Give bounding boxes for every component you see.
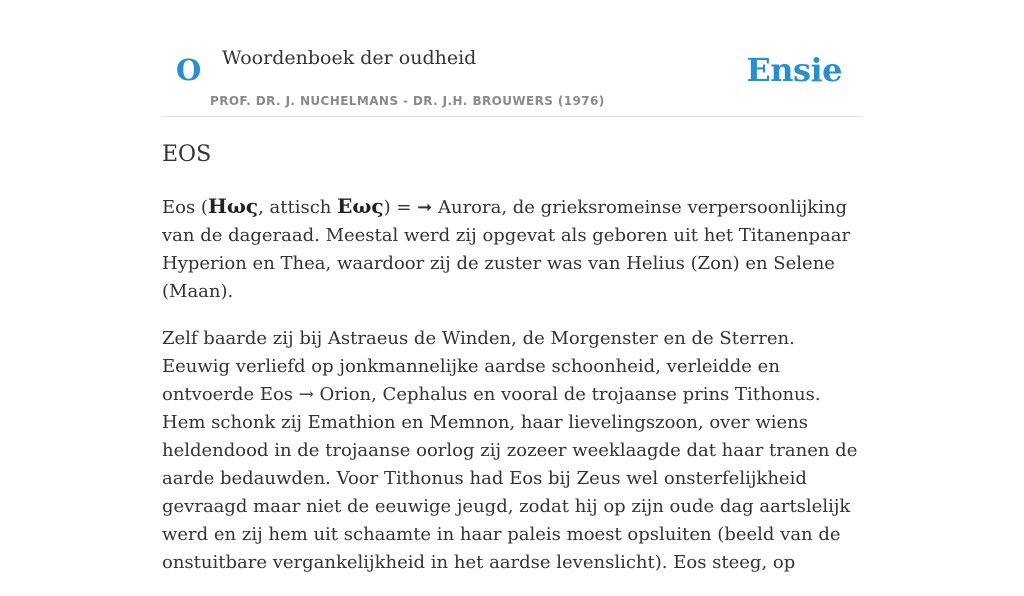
dictionary-header (162, 0, 862, 117)
dictionary-letter-link[interactable]: O (176, 53, 202, 87)
entry-title: EOS (162, 142, 212, 167)
greek-term-2: Εως (337, 194, 384, 218)
p1-text-4: Aurora, de grieksromeinse verpersoonlijking van de dageraad. Meestal werd zij opgevat als geboren uit het Titanenpaar Hyperion en Thea, waardoor zij de zuster was van Helius (Zon) en Selene (Maan). (162, 197, 851, 302)
p1-text-3: ) = (383, 197, 418, 218)
dictionary-title-link[interactable]: Woordenboek der oudheid (222, 47, 477, 69)
p1-text-2: , attisch (258, 197, 338, 218)
dictionary-authors: PROF. DR. J. NUCHELMANS - DR. J.H. BROUWERS (1976) (210, 94, 605, 108)
greek-term-1: Ηως (207, 194, 259, 218)
article-paragraph-2: Zelf baarde zij bij Astraeus de Winden, de Morgenster en de Sterren. Eeuwig verliefd op jonkmannelijke aardse schoonheid, verleidde en ontvoerde Eos → Orion, Cephalus en vooral de trojaanse prins Tithonus. Hem schonk zij Emathion en Memnon, haar lievelingszoon, over wiens heldendood in de trojaanse oorlog zij zozeer weeklaagde dat haar tranen de aarde bedauwden. Voor Tithonus had Eos bij Zeus wel onsterfelijkheid gevraagd maar niet de eeuwige jeugd, zodat hij op zijn oude dag aartslelijk werd en zij hem uit schaamte in haar paleis moest opsluiten (beeld van de onstuitbare vergankelijkheid in het aardse levenslicht). Eos steeg, op (162, 328, 858, 573)
entry-article (162, 192, 862, 596)
arrow-icon[interactable]: ➞ (417, 197, 433, 218)
article-paragraph-1 (162, 192, 862, 306)
p1-text-1: Eos ( (162, 197, 208, 218)
ensie-logo[interactable]: Ensie (746, 51, 842, 89)
